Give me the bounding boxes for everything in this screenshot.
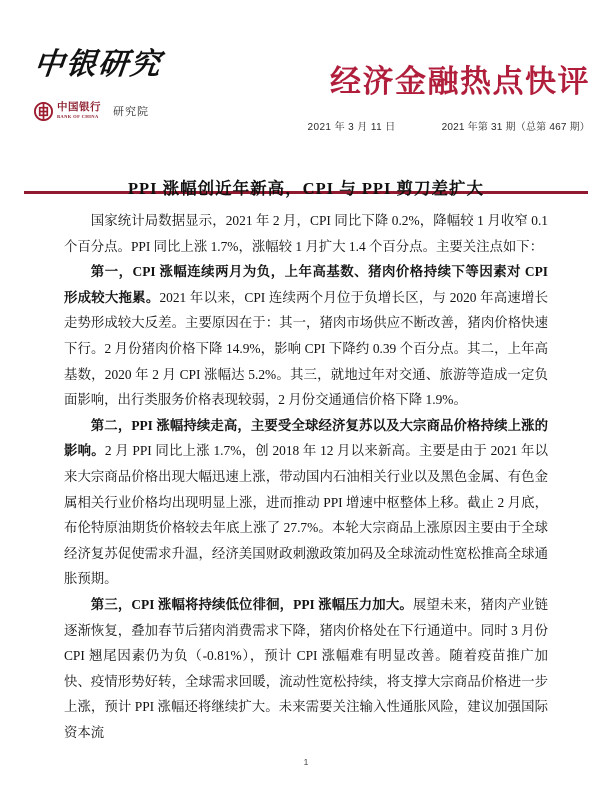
paragraph [64, 208, 548, 259]
publication-title: 经济金融热点快评 [330, 64, 590, 99]
publication-meta [308, 118, 590, 133]
paragraph-text: 2 月 PPI 同比上涨 1.7%，创 2018 年 12 月以来新高。主要是由于 2021 年以来大宗商品价格出现大幅迅速上涨，带动国内石油相关行业以及黑色金属、有色金属相关行业价格均出现明显上涨，进而推动 PPI 增速中枢整体上移。截止 2 月底，布伦特原油期货价格较去年底上涨了 27.7%。本轮大宗商品上涨原因主要由于全球经济复苏促使需求升温，经济美国财政刺激政策加码及全球流动性宽松推高全球通胀预期。 [64, 443, 549, 587]
paragraph-lead: 第二，PPI 涨幅持续走高，主要受全球经济复苏以及大宗商品价格持续上涨的影响。 [64, 417, 548, 459]
paragraph-text: 展望未来，猪肉产业链逐渐恢复，叠加春节后猪肉消费需求下降，猪肉价格处在下行通道中。同时 3 月份 CPI 翘尾因素仍为负（-0.81%），预计 CPI 涨幅难有明显改善。随着疫苗推广加快、疫情形势好转，全球需求回暖，流动性宽松持续，将支撑大宗商品价格进一步上涨，预计 PPI 涨幅还将继续扩大。未来需要关注输入性通胀风险，建议加强国际资本流 [64, 596, 549, 740]
bank-of-china-logo-icon [34, 102, 53, 121]
publication-date: 2021 年 3 月 11 日 [307, 122, 396, 133]
paragraph [64, 259, 548, 413]
page-number: 1 [303, 757, 309, 767]
paragraph [64, 592, 548, 746]
bank-name [57, 103, 101, 120]
bank-name-en: BANK OF CHINA [57, 113, 99, 119]
paragraph-text: 国家统计局数据显示，2021 年 2 月，CPI 同比下降 0.2%，降幅较 1 月收窄 0.1 个百分点。PPI 同比上涨 1.7%，涨幅较 1 月扩大 1.4 个百分点。主要关注点如下： [64, 213, 548, 254]
institute-label: 研究院 [113, 106, 149, 118]
brand-logotype: 中银研究 [32, 48, 164, 81]
page-title: PPI 涨幅创近年新高，CPI 与 PPI 剪刀差扩大 [127, 179, 485, 198]
paragraph-text: 2021 年以来，CPI 连续两个月位于负增长区，与 2020 年高速增长走势形成较大反差。主要原因在于：其一，猪肉市场供应不断改善，猪肉价格快速下行。2 月份猪肉价格下降 14.9%，影响 CPI 下降约 0.39 个百分点。其二，上年高基数，2020 年 2 月 CPI 涨幅达 5.2%。其三，就地过年对交通、旅游等造成一定负面影响，出行类服务价格表现较弱，2 月份交通通信价格下降 1.9%。 [64, 289, 549, 408]
brand-block [34, 50, 284, 122]
paragraph [64, 413, 548, 592]
publication-issue: 2021 年第 31 期（总第 467 期） [441, 122, 590, 133]
article-body [64, 208, 548, 745]
bank-identity [34, 100, 284, 122]
paragraph-lead: 第三，CPI 涨幅将持续低位徘徊，PPI 涨幅压力加大。 [90, 596, 413, 612]
paragraph-lead: 第一，CPI 涨幅连续两月为负，上年高基数、猪肉价格持续下等因素对 CPI 形成较大拖累。 [64, 264, 548, 305]
bank-name-cn: 中国银行 [57, 101, 101, 113]
page-header [0, 50, 612, 148]
